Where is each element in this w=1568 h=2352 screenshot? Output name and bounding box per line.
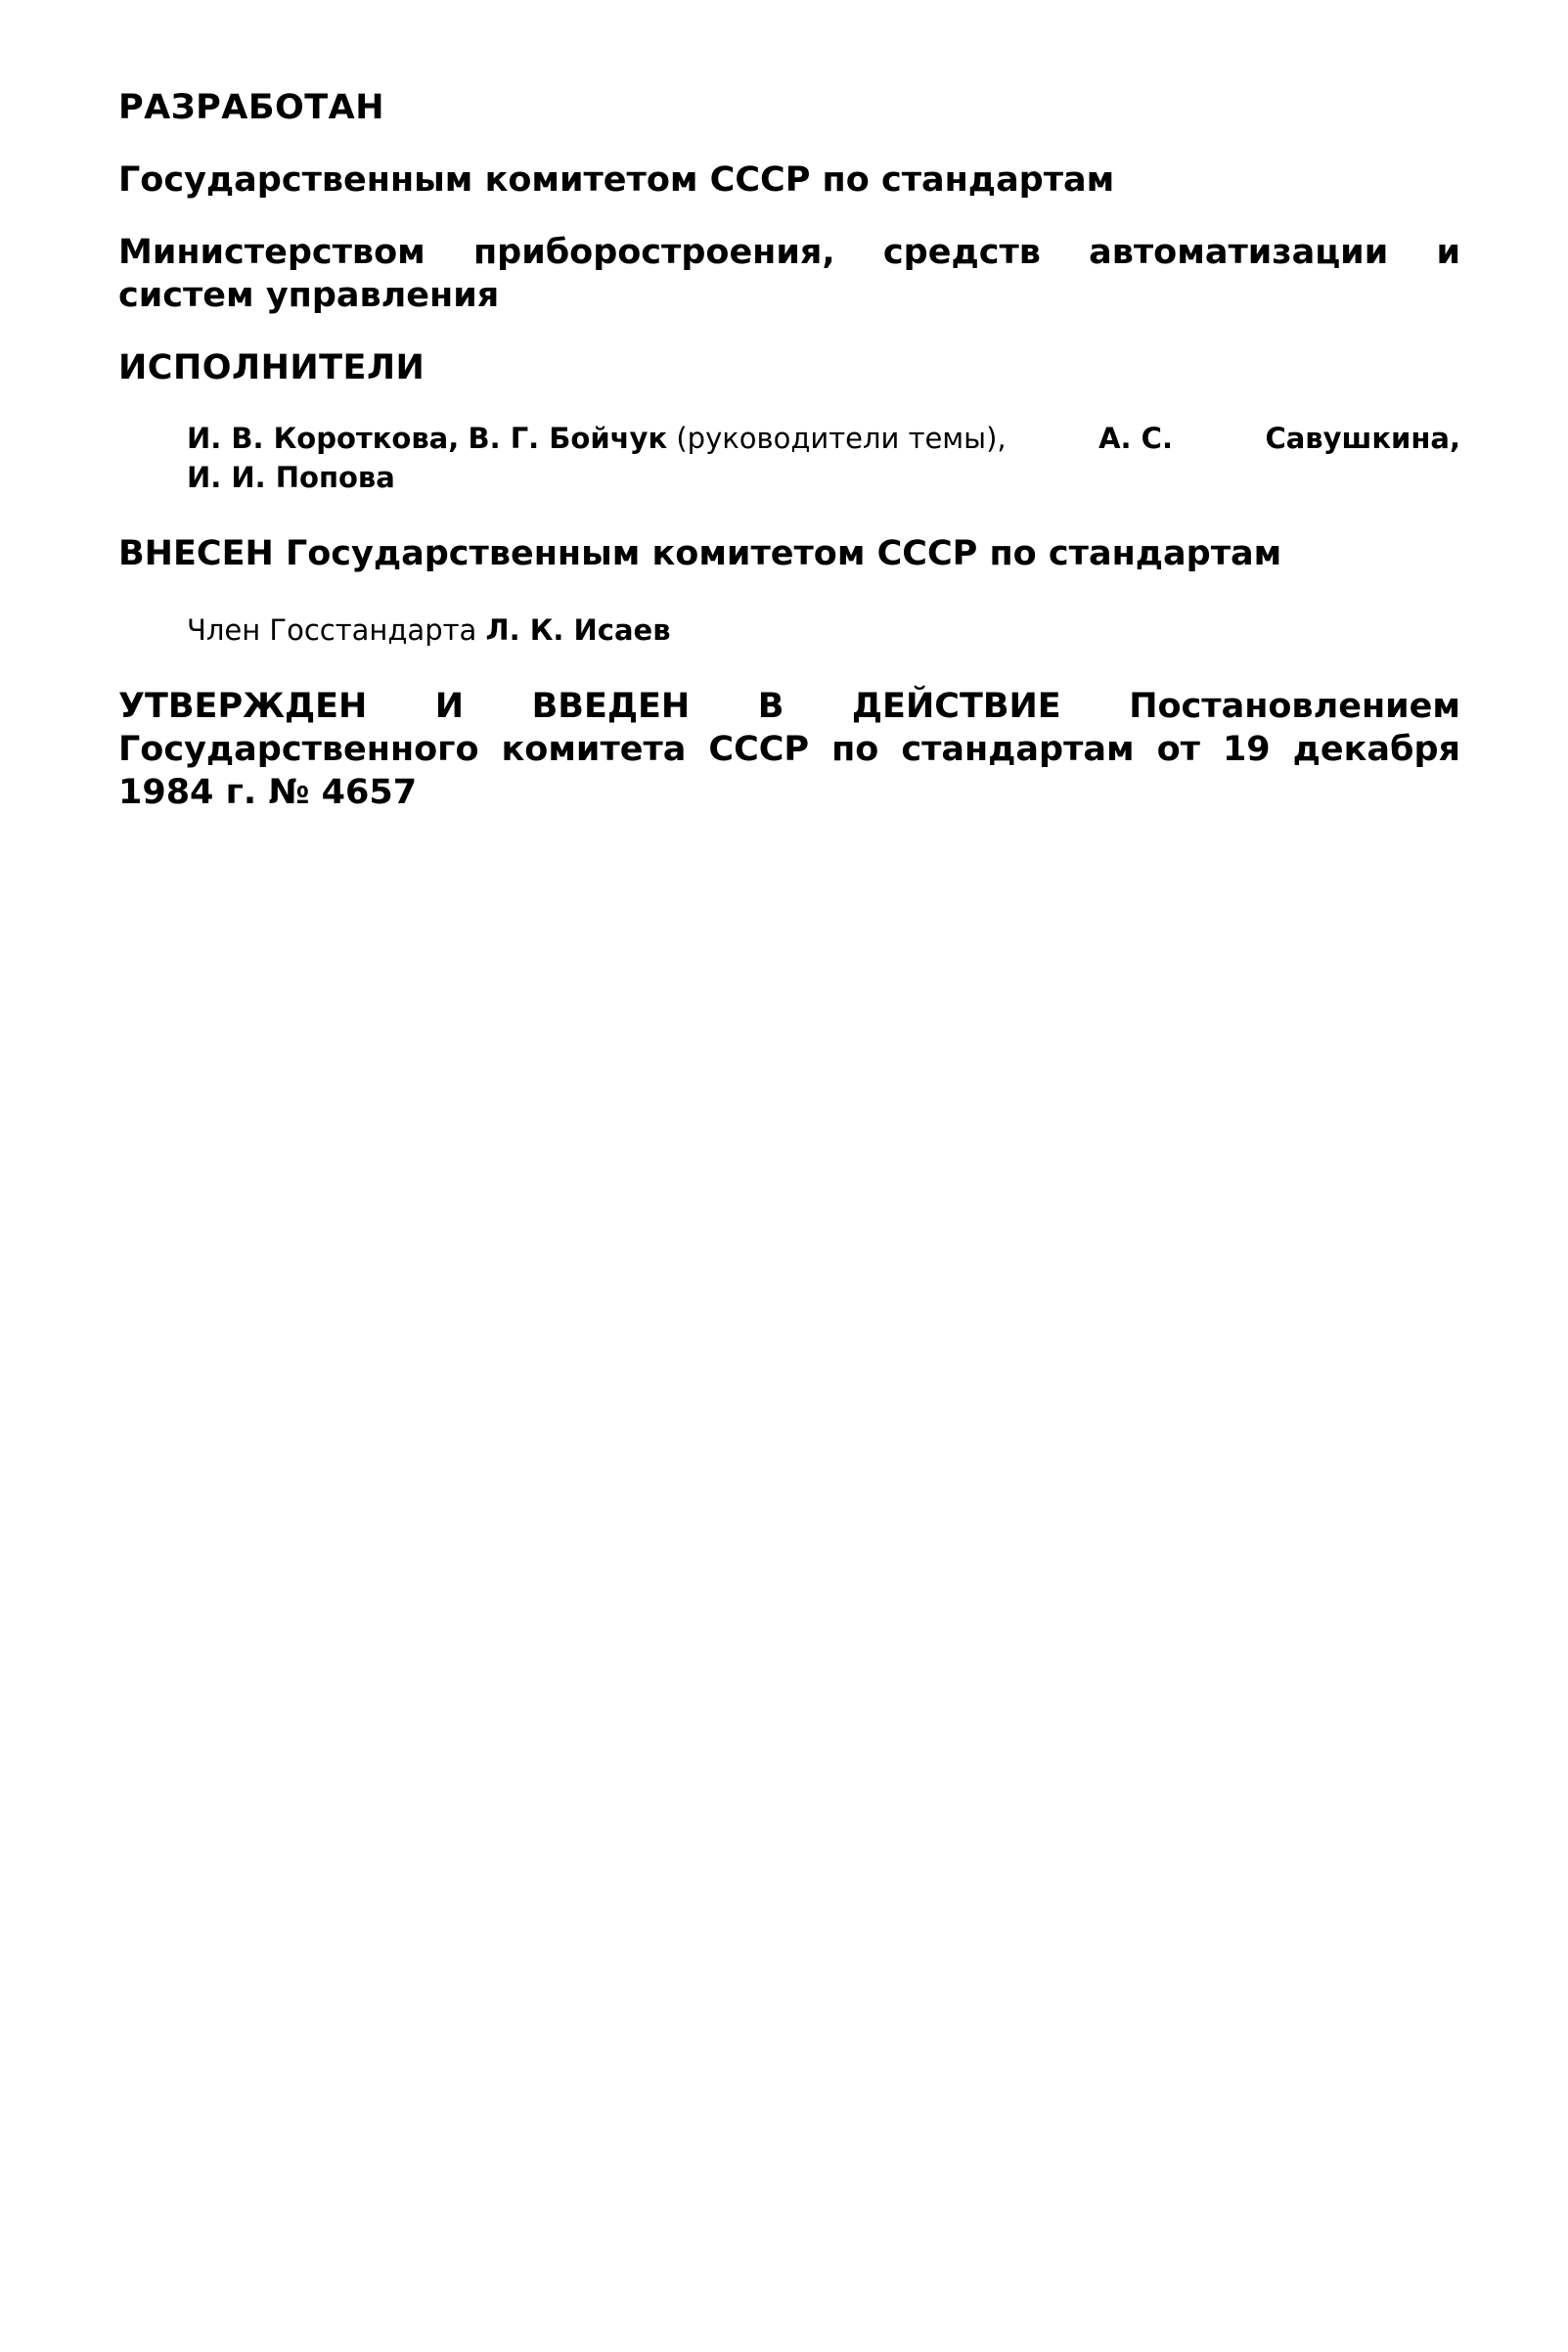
- performer-initials: А. С.: [1098, 422, 1173, 455]
- approved-paragraph: [118, 685, 1460, 814]
- performer-name: В. Г. Бойчук: [468, 422, 668, 455]
- performers-line-1: [187, 419, 1460, 458]
- performer-name: И. И. Попова: [187, 461, 395, 494]
- member-name: Л. К. Исаев: [485, 613, 671, 647]
- performers-list: [118, 419, 1460, 497]
- performer-surname: Савушкина,: [1265, 422, 1460, 455]
- member-label: Член Госстандарта: [187, 613, 477, 647]
- performers-line-2: [187, 458, 1460, 497]
- submitted-paragraph: [118, 532, 1460, 575]
- developer-organization-1: Государственным комитетом СССР по стандартам: [118, 160, 1115, 200]
- performer-role-note: (руководители темы),: [676, 422, 1007, 455]
- developer-organization-2: Министерством приборостроения, средств автоматизации и систем управления: [118, 233, 1460, 315]
- submitted-label: ВНЕСЕН: [118, 534, 274, 573]
- performer-name: И. В. Короткова,: [187, 422, 460, 455]
- member-line: [118, 611, 1460, 650]
- submitted-by: Государственным комитетом СССР по стандартам: [285, 534, 1282, 573]
- developed-heading: РАЗРАБОТАН: [118, 88, 385, 127]
- approved-label: УТВЕРЖДЕН И ВВЕДЕН В ДЕЙСТВИЕ: [118, 687, 1061, 726]
- performers-heading: ИСПОЛНИТЕЛИ: [118, 348, 426, 387]
- approved-text: Постановлением Государственного комитета СССР по стандартам от 19 декабря 1984 г. № 4657: [118, 687, 1460, 812]
- document-content: [118, 86, 1460, 814]
